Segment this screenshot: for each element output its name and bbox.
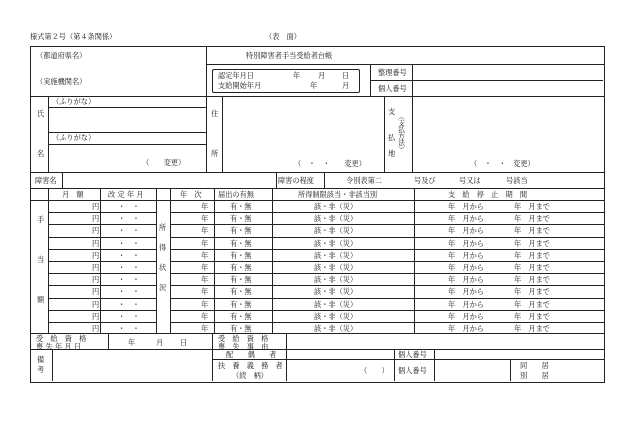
cell-have: 有・無 bbox=[230, 263, 252, 272]
disability-degree-label: 障害の程度 bbox=[278, 176, 314, 185]
cell-period-to: 年 月まで bbox=[514, 287, 550, 297]
loss-day: 日 bbox=[180, 338, 188, 347]
cell-year: 年 bbox=[201, 202, 209, 211]
item-no: 号及び bbox=[414, 176, 436, 185]
cell-have: 有・無 bbox=[230, 250, 252, 260]
cell-dots: ・ ・ bbox=[118, 311, 140, 321]
pay-change: （ ・ ・ 変更） bbox=[470, 159, 535, 168]
cell-period-from: 年 月から bbox=[448, 287, 484, 297]
allowance-label-char-1: 当 bbox=[37, 255, 45, 264]
cell-have: 有・無 bbox=[230, 275, 252, 285]
cell-year: 年 bbox=[201, 226, 209, 236]
cell-have: 有・無 bbox=[230, 287, 252, 297]
remarks-char-2: 考 bbox=[37, 365, 45, 374]
cell-period-to: 年 月まで bbox=[514, 311, 550, 321]
allowance-label-char-2: 額 bbox=[37, 295, 45, 304]
cohabit-label: 同 居 bbox=[520, 361, 549, 370]
cell-applicable: 該・非（災） bbox=[314, 275, 358, 285]
separate-label: 別 居 bbox=[520, 371, 549, 380]
furigana-1: （ふりがな） bbox=[52, 97, 96, 106]
pay-char-2: 払 bbox=[388, 133, 396, 142]
personal-no-label-top: 個人番号 bbox=[378, 84, 407, 93]
cell-period-from: 年 月から bbox=[448, 299, 484, 309]
addr-char-1: 住 bbox=[211, 109, 219, 118]
certified-date-label: 認定年月日 bbox=[218, 71, 254, 80]
cell-dots: ・ ・ bbox=[118, 299, 140, 309]
cell-dots: ・ ・ bbox=[118, 275, 140, 285]
cell-period-to: 年 月まで bbox=[514, 214, 550, 224]
cell-yen: 円 bbox=[92, 238, 100, 248]
loss-month: 月 bbox=[156, 338, 164, 347]
disability-name-label: 障害名 bbox=[35, 176, 57, 185]
spouse-label: 配 偶 者 bbox=[226, 350, 277, 359]
cell-period-from: 年 月から bbox=[448, 238, 484, 248]
cell-period-to: 年 月まで bbox=[514, 226, 550, 236]
cell-year: 年 bbox=[201, 287, 209, 297]
income-label-char-1: 得 bbox=[159, 243, 167, 252]
dependent-personal-no: 個人番号 bbox=[398, 366, 427, 375]
cell-yen: 円 bbox=[92, 275, 100, 285]
pay-char-3: 地 bbox=[388, 149, 396, 158]
cell-period-to: 年 月まで bbox=[514, 299, 550, 309]
cell-applicable: 該・非（災） bbox=[314, 250, 358, 260]
cell-applicable: 該・非（災） bbox=[314, 311, 358, 321]
cell-dots: ・ ・ bbox=[118, 214, 140, 224]
start-year: 年 bbox=[310, 81, 318, 90]
grid-header-5: 支 給 停 止 期 間 bbox=[448, 190, 528, 199]
cell-period-to: 年 月まで bbox=[514, 263, 550, 272]
prefecture-label: （都道府県名） bbox=[36, 51, 87, 60]
mgmt-no-label: 整理番号 bbox=[378, 68, 407, 77]
cell-year: 年 bbox=[201, 238, 209, 248]
cell-have: 有・無 bbox=[230, 202, 252, 211]
cell-yen: 円 bbox=[92, 287, 100, 297]
form-title: 特別障害者手当受給者台帳 bbox=[246, 51, 333, 60]
cell-applicable: 該・非（災） bbox=[314, 238, 358, 248]
dependent-relation: （続 柄） bbox=[232, 371, 268, 380]
cell-have: 有・無 bbox=[230, 299, 252, 309]
cell-period-from: 年 月から bbox=[448, 250, 484, 260]
qual-loss-label-2: 喪 失 年 月 日 bbox=[36, 342, 82, 351]
cell-period-from: 年 月から bbox=[448, 275, 484, 285]
cell-applicable: 該・非（災） bbox=[314, 263, 358, 272]
cell-year: 年 bbox=[201, 263, 209, 272]
loss-year: 年 bbox=[128, 338, 136, 347]
cell-applicable: 該・非（災） bbox=[314, 226, 358, 236]
cell-yen: 円 bbox=[92, 311, 100, 321]
cell-yen: 円 bbox=[92, 226, 100, 236]
payment-start-label: 支給開始年月 bbox=[218, 81, 262, 90]
form-id: 様式第２号（第４条関係） bbox=[30, 32, 117, 41]
cell-dots: ・ ・ bbox=[118, 287, 140, 297]
cell-year: 年 bbox=[201, 250, 209, 260]
name-char-2: 名 bbox=[37, 149, 45, 158]
grid-header-4: 所得制限該当・非該当別 bbox=[298, 190, 378, 199]
loss-reason-label-1: 受 給 資 格 bbox=[218, 334, 269, 343]
cell-applicable: 該・非（災） bbox=[314, 287, 358, 297]
cell-dots: ・ ・ bbox=[118, 324, 140, 333]
cell-yen: 円 bbox=[92, 214, 100, 224]
addr-change: （ ・ ・ 変更） bbox=[294, 159, 366, 168]
cell-year: 年 bbox=[201, 324, 209, 333]
qual-loss-label-1: 受 給 資 格 bbox=[36, 334, 87, 343]
cell-have: 有・無 bbox=[230, 324, 252, 333]
cell-applicable: 該・非（災） bbox=[314, 324, 358, 333]
grid-header-2: 年 次 bbox=[180, 190, 202, 199]
cell-period-to: 年 月まで bbox=[514, 275, 550, 285]
item-relevant: 号該当 bbox=[506, 176, 528, 185]
cell-dots: ・ ・ bbox=[118, 238, 140, 248]
cell-yen: 円 bbox=[92, 299, 100, 309]
cell-have: 有・無 bbox=[230, 311, 252, 321]
cell-yen: 円 bbox=[92, 250, 100, 260]
remarks-char-1: 備 bbox=[37, 355, 45, 364]
table-ref: 令別表第二 bbox=[346, 176, 382, 185]
furigana-2: （ふりがな） bbox=[52, 133, 96, 142]
cell-period-from: 年 月から bbox=[448, 311, 484, 321]
cell-year: 年 bbox=[201, 214, 209, 224]
cell-period-from: 年 月から bbox=[448, 214, 484, 224]
cell-year: 年 bbox=[201, 299, 209, 309]
cell-applicable: 該・非（災） bbox=[314, 299, 358, 309]
item-or: 号又は bbox=[459, 176, 481, 185]
income-label-char-2: 状 bbox=[159, 263, 167, 272]
cell-dots: ・ ・ bbox=[118, 250, 140, 260]
cell-period-to: 年 月まで bbox=[514, 202, 550, 211]
cell-year: 年 bbox=[201, 275, 209, 285]
cell-period-from: 年 月から bbox=[448, 324, 484, 333]
grid-header-3: 届出の有無 bbox=[218, 190, 254, 199]
cell-dots: ・ ・ bbox=[118, 226, 140, 236]
allowance-label-char-0: 手 bbox=[37, 215, 45, 224]
cell-year: 年 bbox=[201, 311, 209, 321]
name-change: （ 変更） bbox=[142, 158, 186, 167]
cert-month: 月 bbox=[318, 71, 326, 80]
spouse-personal-no: 個人番号 bbox=[398, 350, 427, 359]
pay-char-1: 支 bbox=[388, 107, 396, 116]
start-month: 月 bbox=[342, 81, 350, 90]
cell-have: 有・無 bbox=[230, 238, 252, 248]
cell-applicable: 該・非（災） bbox=[314, 202, 358, 211]
cell-applicable: 該・非（災） bbox=[314, 214, 358, 224]
addr-char-2: 所 bbox=[211, 149, 219, 158]
cell-period-to: 年 月まで bbox=[514, 324, 550, 333]
cell-yen: 円 bbox=[92, 202, 100, 211]
loss-reason-label-2: 喪 失 事 由 bbox=[218, 342, 269, 351]
cell-have: 有・無 bbox=[230, 214, 252, 224]
dependent-paren: （ ） bbox=[360, 366, 389, 375]
cell-yen: 円 bbox=[92, 324, 100, 333]
cert-year: 年 bbox=[293, 71, 301, 80]
income-label-char-3: 況 bbox=[159, 283, 167, 292]
cell-dots: ・ ・ bbox=[118, 263, 140, 272]
agency-label: （実施機関名） bbox=[36, 77, 87, 86]
cell-period-from: 年 月から bbox=[448, 226, 484, 236]
cell-period-to: 年 月まで bbox=[514, 250, 550, 260]
cell-period-from: 年 月から bbox=[448, 263, 484, 272]
cell-have: 有・無 bbox=[230, 226, 252, 236]
dependent-label: 扶 養 義 務 者 bbox=[218, 361, 283, 370]
form-side: （表 面） bbox=[265, 32, 301, 41]
pay-method: （支払方法） bbox=[396, 113, 405, 153]
grid-header-0: 月 額 bbox=[62, 190, 84, 199]
cert-day: 日 bbox=[342, 71, 350, 80]
cell-period-from: 年 月から bbox=[448, 202, 484, 211]
income-label-char-0: 所 bbox=[159, 223, 167, 232]
name-char-1: 氏 bbox=[37, 109, 45, 118]
cell-yen: 円 bbox=[92, 263, 100, 272]
grid-header-1: 改 定 年 月 bbox=[108, 190, 144, 199]
cell-dots: ・ ・ bbox=[118, 202, 140, 211]
cell-period-to: 年 月まで bbox=[514, 238, 550, 248]
